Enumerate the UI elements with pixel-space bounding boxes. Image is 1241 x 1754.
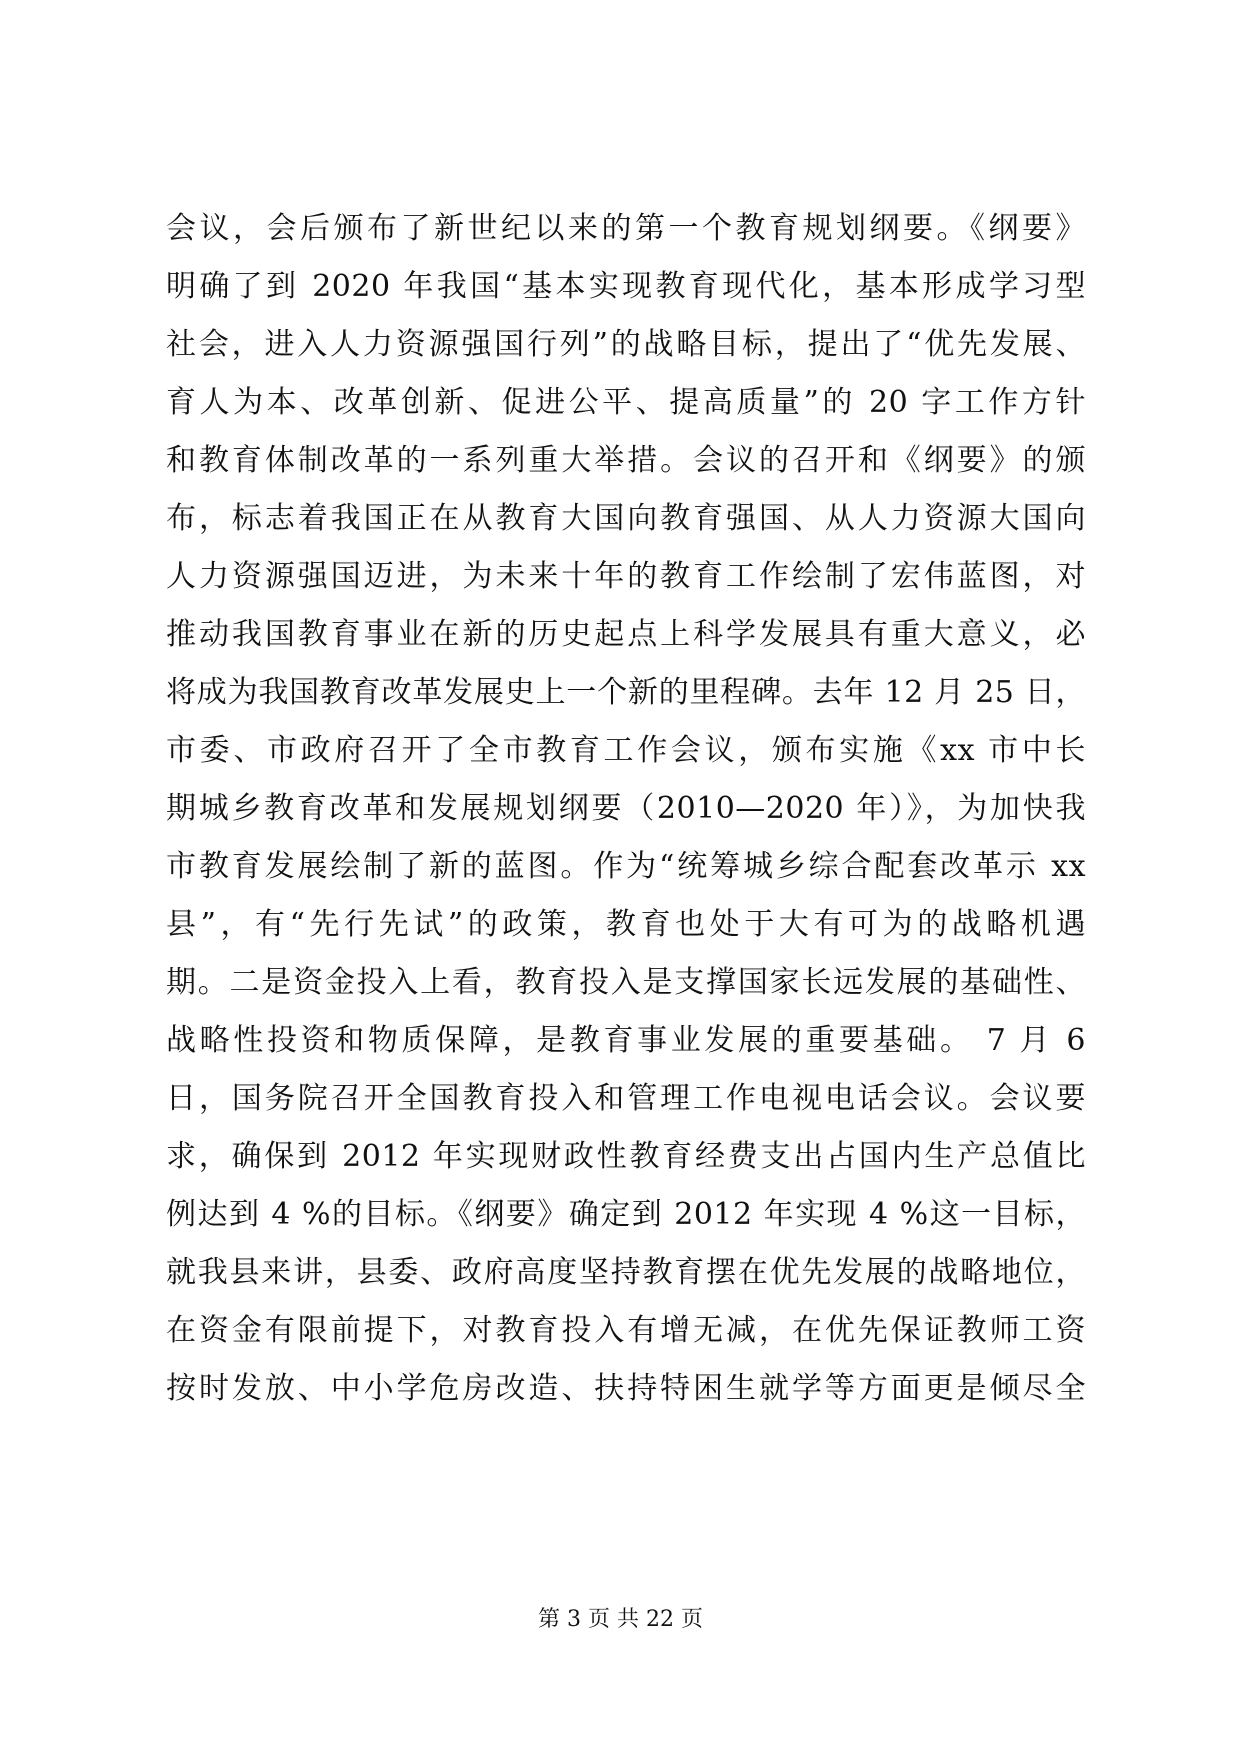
- text-line: 县”，有“先行先试”的政策，教育也处于大有可为的战略机遇: [166, 907, 1086, 942]
- text-line: 在资金有限前提下，对教育投入有增无减，在优先保证教师工资: [166, 1313, 1086, 1348]
- text-line: 期城乡教育改革和发展规划纲要（2010—2020 年）》，为加快我: [166, 791, 1086, 826]
- text-line: 期。二是资金投入上看，教育投入是支撑国家长远发展的基础性、: [166, 965, 1086, 1000]
- text-line: 育人为本、改革创新、促进公平、提高质量”的 20 字工作方针: [166, 385, 1086, 420]
- text-line: 按时发放、中小学危房改造、扶持特困生就学等方面更是倾尽全: [166, 1371, 1086, 1406]
- text-line: 市教育发展绘制了新的蓝图。作为“统筹城乡综合配套改革示 xx: [166, 849, 1086, 884]
- text-line: 社会，进入人力资源强国行列”的战略目标，提出了“优先发展、: [166, 327, 1086, 362]
- text-line: 求，确保到 2012 年实现财政性教育经费支出占国内生产总值比: [166, 1139, 1086, 1174]
- text-line: 布，标志着我国正在从教育大国向教育强国、从人力资源大国向: [166, 501, 1086, 536]
- page-number-label: 第 3 页 共 22 页: [538, 1607, 703, 1632]
- text-line: 战略性投资和物质保障，是教育事业发展的重要基础。 7 月 6: [166, 1023, 1086, 1058]
- page-footer: [0, 1605, 1241, 1635]
- text-line: 日，国务院召开全国教育投入和管理工作电视电话会议。会议要: [166, 1081, 1086, 1116]
- body-text: [166, 200, 1086, 1418]
- text-line: 就我县来讲，县委、政府高度坚持教育摆在优先发展的战略地位，: [166, 1255, 1086, 1290]
- text-line: 推动我国教育事业在新的历史起点上科学发展具有重大意义，必: [166, 617, 1086, 652]
- text-line: 和教育体制改革的一系列重大举措。会议的召开和《纲要》的颁: [166, 443, 1086, 478]
- text-line: 会议，会后颁布了新世纪以来的第一个教育规划纲要。《纲要》: [166, 211, 1086, 246]
- text-line: 例达到 4 %的目标。《纲要》确定到 2012 年实现 4 %这一目标，: [166, 1197, 1086, 1232]
- text-line: 将成为我国教育改革发展史上一个新的里程碑。去年 12 月 25 日，: [166, 675, 1086, 710]
- text-line: 明确了到 2020 年我国“基本实现教育现代化，基本形成学习型: [166, 269, 1086, 304]
- text-line: 人力资源强国迈进，为未来十年的教育工作绘制了宏伟蓝图，对: [166, 559, 1086, 594]
- text-line: 市委、市政府召开了全市教育工作会议，颁布实施《xx 市中长: [166, 733, 1086, 768]
